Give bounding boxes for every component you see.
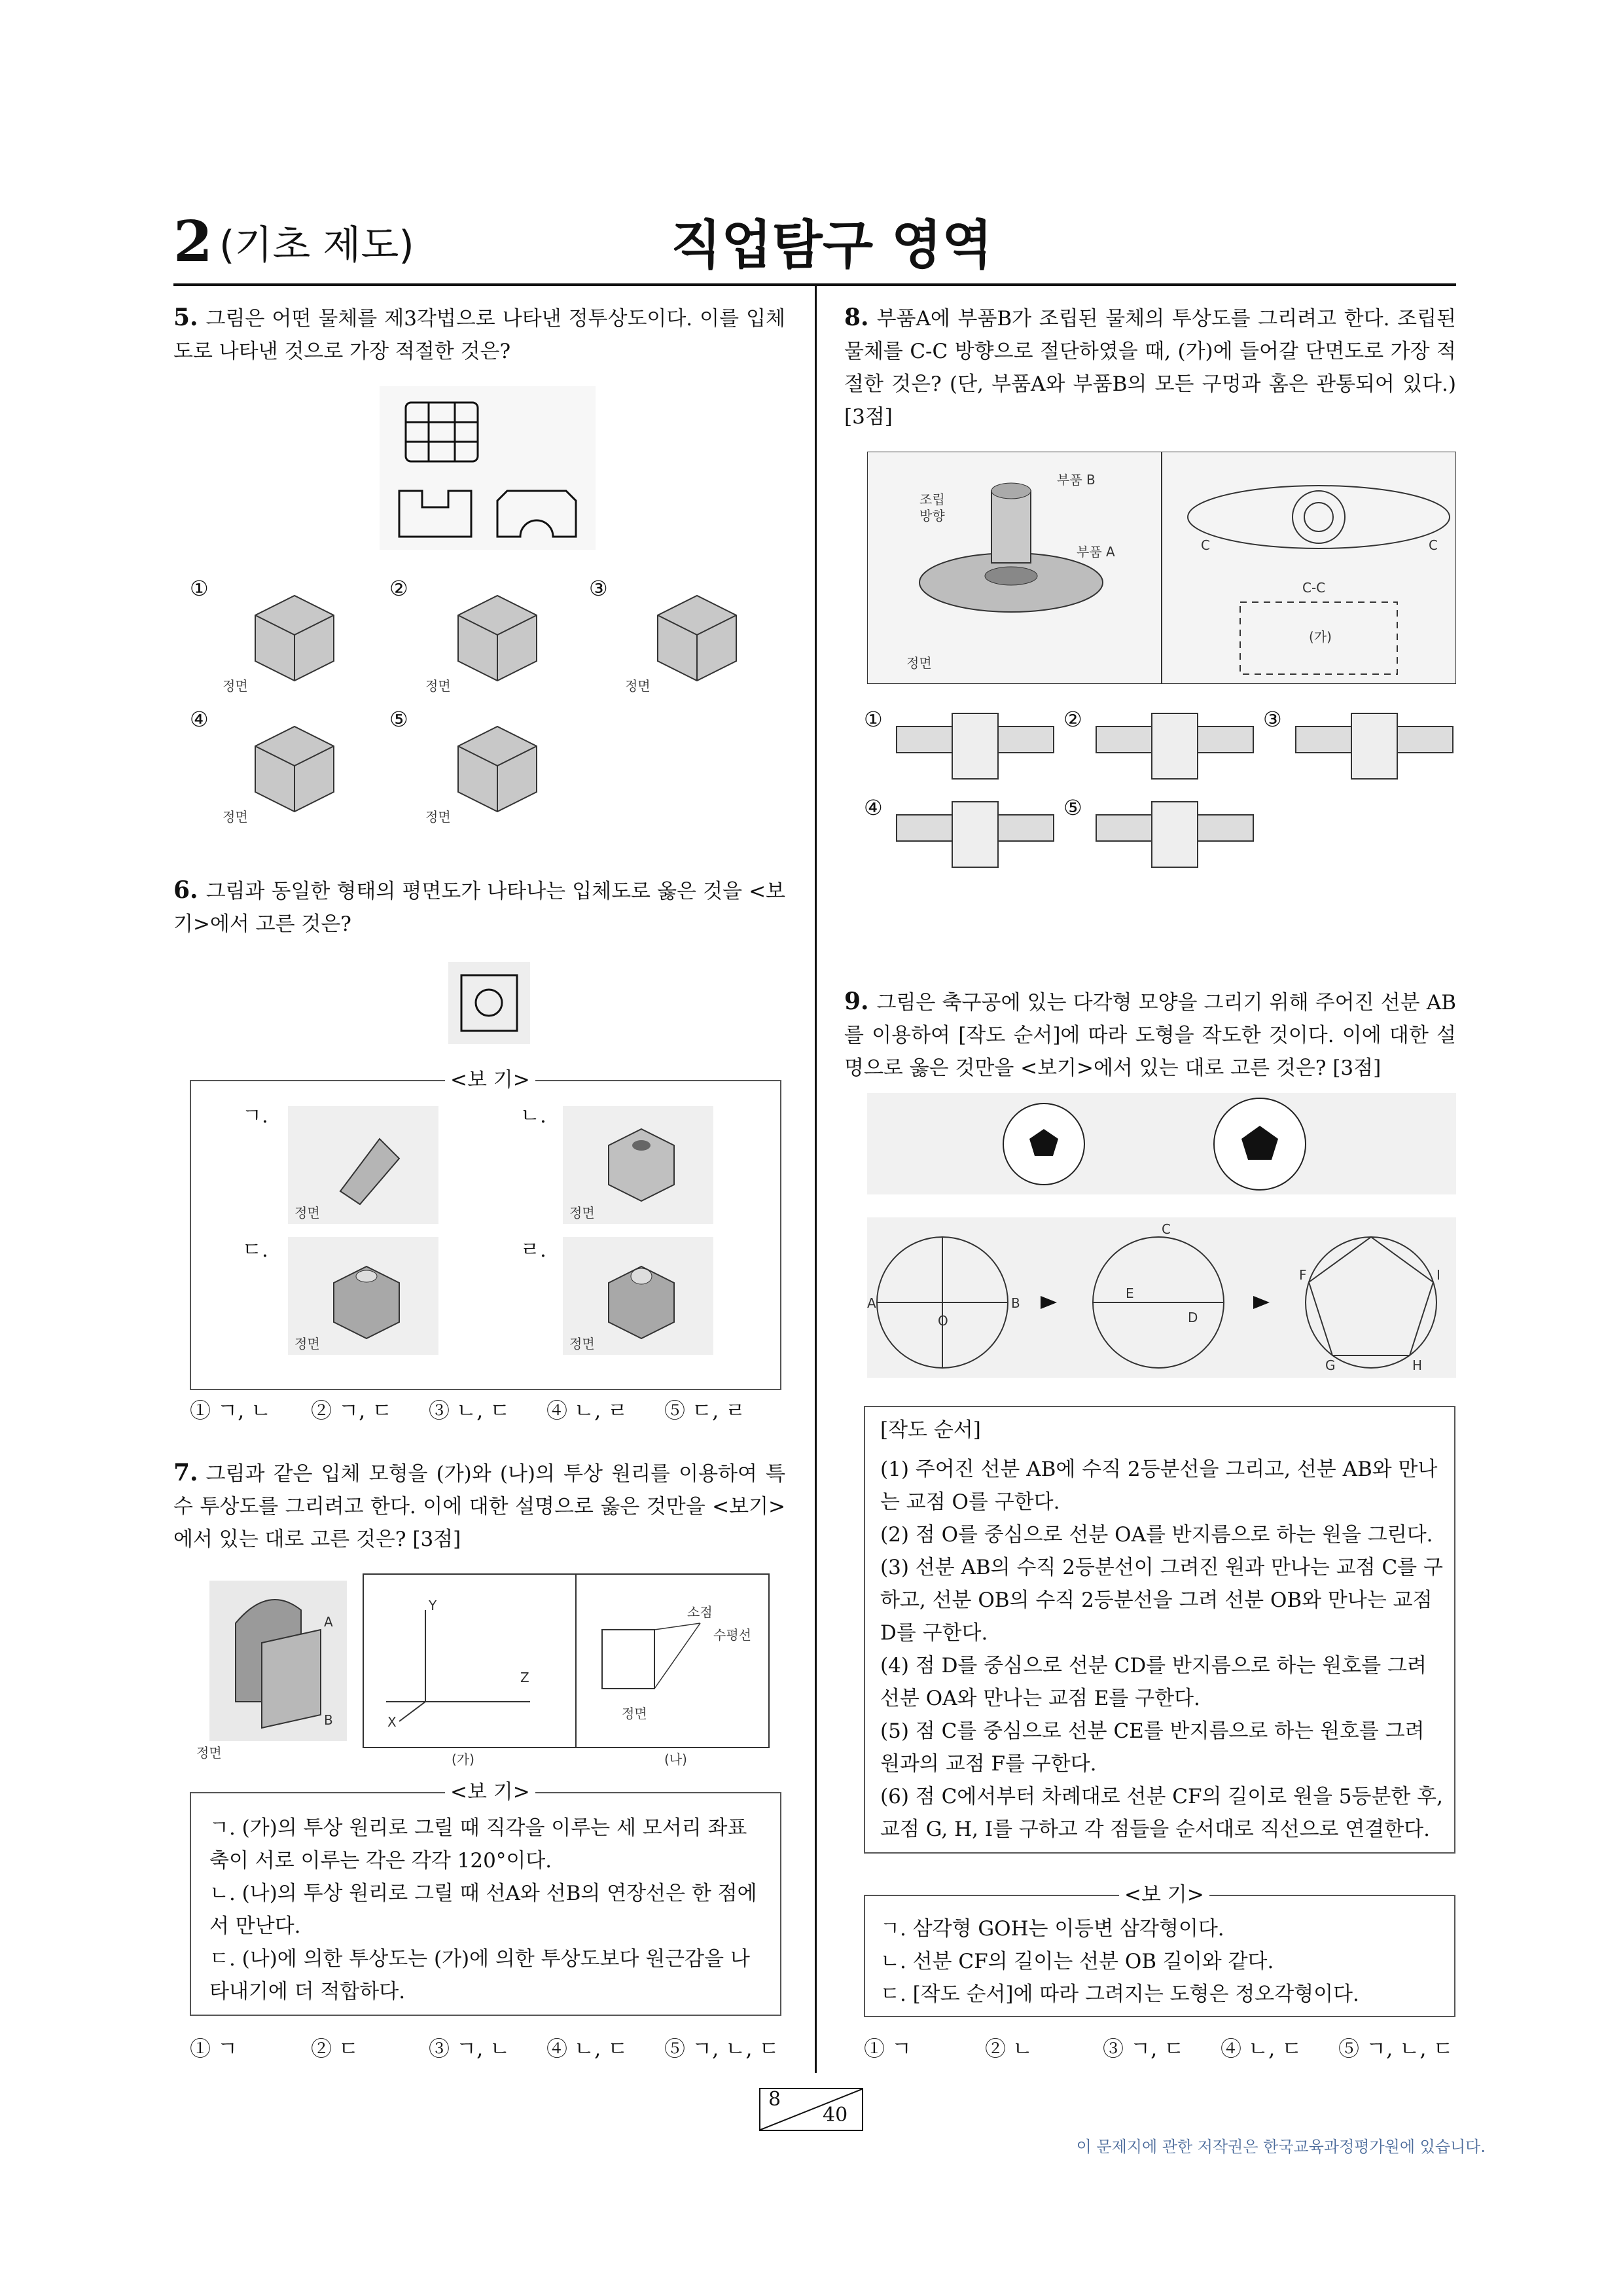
- q9-soccer-figure: [867, 1093, 1456, 1194]
- q7-label-z: Z: [520, 1670, 529, 1685]
- q6-answer-1[interactable]: ① ㄱ, ㄴ: [190, 1398, 272, 1423]
- q5-option-5[interactable]: ⑤: [389, 707, 408, 732]
- q9-label-f: F: [1299, 1267, 1307, 1283]
- q5-text: [173, 301, 785, 368]
- q8-option-4[interactable]: ④: [864, 795, 883, 820]
- q7-figure: [190, 1571, 785, 1770]
- q9-label-c: C: [1162, 1221, 1171, 1237]
- q8-label-c-right: C: [1429, 537, 1438, 553]
- q8-option-1[interactable]: ①: [864, 707, 883, 732]
- q6-front-label-d: 정면: [569, 1336, 595, 1352]
- q6-answer-2[interactable]: ② ㄱ, ㄷ: [311, 1398, 393, 1423]
- q7-answer-2[interactable]: ② ㄷ: [311, 2036, 359, 2061]
- q8-option-3[interactable]: ③: [1263, 707, 1282, 732]
- q7-answer-3[interactable]: ③ ㄱ, ㄴ: [429, 2036, 510, 2061]
- page-indicator: [759, 2088, 863, 2131]
- q9-answer-5[interactable]: ⑤ ㄱ, ㄴ, ㄷ: [1338, 2036, 1454, 2061]
- q7-label-vanish: 소점: [687, 1604, 713, 1620]
- q8-option-2-image: [1093, 710, 1257, 782]
- q9-label-d: D: [1188, 1310, 1198, 1325]
- q8-figure: [867, 452, 1456, 684]
- q6-text: [173, 874, 785, 941]
- q5-front-label-3: 정면: [625, 678, 651, 694]
- q7-item-c: ㄷ. (나)에 의한 투상도는 (가)에 의한 투상도보다 원근감을 나타내기에 더 적합하다.: [209, 1947, 750, 2003]
- q8-label-front: 정면: [906, 655, 932, 671]
- q9-stem: 그림은 축구공에 있는 다각형 모양을 그리기 위해 주어진 선분 AB를 이용하여 [작도 순서]에 따라 도형을 작도한 것이다. 이에 대한 설명으로 옳은 것만을 <보기>에서 있는 대로 고른 것은? [3점]: [844, 991, 1456, 1080]
- q5-option-4-image: [216, 707, 373, 825]
- q7-label-a: A: [324, 1614, 333, 1630]
- q7-stem: 그림과 같은 입체 모형을 (가)와 (나)의 투상 원리를 이용하여 특수 투상도를 그리려고 한다. 이에 대한 설명으로 옳은 것만을 <보기>에서 있는 대로 고른 것은? [3점]: [173, 1462, 785, 1551]
- q6-answer-5[interactable]: ⑤ ㄷ, ㄹ: [664, 1398, 746, 1423]
- q8-option-5-image: [1093, 798, 1257, 870]
- q7-label-b: B: [324, 1712, 333, 1728]
- q9-label-h: H: [1412, 1357, 1423, 1373]
- q9-item-b: ㄴ. 선분 CF의 길이는 선분 OB 길이와 같다.: [880, 1950, 1274, 1973]
- q9-item-a: ㄱ. 삼각형 GOH는 이등변 삼각형이다.: [880, 1917, 1224, 1941]
- q8-label-cc: C-C: [1302, 580, 1326, 596]
- q5-option-1-image: [216, 576, 373, 694]
- page-current: 8: [768, 2088, 781, 2111]
- q5-number: 5.: [173, 304, 198, 331]
- q5-option-2[interactable]: ②: [389, 576, 408, 601]
- q5-stem: 그림은 어떤 물체를 제3각법으로 나타낸 정투상도이다. 이를 입체도로 나타낸 것으로 가장 적절한 것은?: [173, 307, 785, 363]
- q8-option-5[interactable]: ⑤: [1063, 795, 1082, 820]
- q9-answer-2[interactable]: ② ㄴ: [985, 2036, 1033, 2061]
- q9-steps-title: [작도 순서]: [880, 1418, 981, 1442]
- q9-step-4: (4) 점 D를 중심으로 선분 CD를 반지름으로 하는 원호를 그려 선분 OA와 만나는 교점 E를 구한다.: [880, 1654, 1427, 1710]
- q5-option-1[interactable]: ①: [190, 576, 209, 601]
- q8-option-3-image: [1293, 710, 1456, 782]
- q7-bogi-title: <보 기>: [445, 1780, 535, 1804]
- q9-answer-3[interactable]: ③ ㄱ, ㄷ: [1103, 2036, 1185, 2061]
- q6-item-c: ㄷ.: [242, 1238, 268, 1262]
- q9-label-g: G: [1325, 1357, 1336, 1373]
- q6-bogi-title: <보 기>: [445, 1068, 535, 1092]
- q7-label-front: 정면: [196, 1745, 222, 1761]
- q8-text: [844, 301, 1456, 433]
- q8-label-part-b: 부품 B: [1057, 472, 1096, 488]
- q6-item-d: ㄹ.: [520, 1238, 546, 1262]
- q5-front-label-5: 정면: [425, 809, 451, 825]
- q9-answer-4[interactable]: ④ ㄴ, ㄷ: [1221, 2036, 1302, 2061]
- q6-front-label-b: 정면: [569, 1205, 595, 1221]
- q8-label-direction: 방향: [919, 508, 945, 524]
- q7-item-a: ㄱ. (가)의 투상 원리로 그릴 때 직각을 이루는 세 모서리 좌표 축이 서로 이루는 각은 각각 120°이다.: [209, 1816, 747, 1873]
- q8-label-c-left: C: [1201, 537, 1210, 553]
- q5-option-5-image: [419, 707, 576, 825]
- q6-item-a: ㄱ.: [242, 1104, 268, 1128]
- q5-front-label-4: 정면: [223, 809, 248, 825]
- q5-orthographic-figure: [380, 386, 596, 550]
- q5-front-label-1: 정면: [223, 678, 248, 694]
- q9-text: [844, 985, 1456, 1085]
- q7-answer-5[interactable]: ⑤ ㄱ, ㄴ, ㄷ: [664, 2036, 779, 2061]
- column-divider: [815, 286, 817, 2073]
- q8-option-4-image: [893, 798, 1057, 870]
- q9-label-b: B: [1011, 1295, 1020, 1311]
- q6-stem: 그림과 동일한 형태의 평면도가 나타나는 입체도로 옳은 것을 <보기>에서 고른 것은?: [173, 880, 785, 936]
- q9-construction-figure: [867, 1217, 1456, 1378]
- q9-bogi-title: <보 기>: [1119, 1883, 1209, 1907]
- q7-answer-4[interactable]: ④ ㄴ, ㄷ: [546, 2036, 628, 2061]
- q6-number: 6.: [173, 876, 198, 904]
- q8-label-assembly: 조립: [919, 492, 945, 507]
- page-number: 2: [173, 209, 213, 275]
- q9-answer-1[interactable]: ① ㄱ: [864, 2036, 912, 2061]
- q9-step-3: (3) 선분 AB의 수직 2등분선이 그려진 원과 만나는 교점 C를 구하고, 선분 OB의 수직 2등분선을 그려 선분 OB와 만나는 교점 D를 구한다.: [880, 1556, 1443, 1645]
- q9-label-i: I: [1436, 1267, 1440, 1283]
- header: [173, 206, 1456, 285]
- q7-answer-1[interactable]: ① ㄱ: [190, 2036, 238, 2061]
- q5-front-label-2: 정면: [425, 678, 451, 694]
- q9-step-5: (5) 점 C를 중심으로 선분 CE를 반지름으로 하는 원호를 그려 원과의 교점 F를 구한다.: [880, 1719, 1425, 1776]
- q6-item-b: ㄴ.: [520, 1104, 546, 1128]
- q7-text: [173, 1456, 785, 1556]
- q9-step-2: (2) 점 O를 중심으로 선분 OA를 반지름으로 하는 원을 그린다.: [880, 1523, 1433, 1547]
- q7-label-ga: (가): [452, 1751, 474, 1767]
- q9-number: 9.: [844, 988, 869, 1015]
- q6-front-label-a: 정면: [294, 1205, 320, 1221]
- q6-plan-figure: [448, 962, 530, 1044]
- q6-item-d-image: [563, 1237, 713, 1355]
- subject-sub: (기초 제도): [219, 223, 414, 268]
- q6-item-b-image: [563, 1106, 713, 1224]
- q9-label-a: A: [867, 1295, 876, 1311]
- page-total: 40: [823, 2104, 848, 2126]
- q8-option-2[interactable]: ②: [1063, 707, 1082, 732]
- q7-label-x: X: [387, 1714, 397, 1730]
- q9-step-6: (6) 점 C에서부터 차례대로 선분 CF의 길이로 원을 5등분한 후, 교점 G, H, I를 구하고 각 점들을 순서대로 직선으로 연결한다.: [880, 1785, 1443, 1841]
- q9-item-c: ㄷ. [작도 순서]에 따라 그려지는 도형은 정오각형이다.: [880, 1982, 1359, 2006]
- q9-label-e: E: [1126, 1285, 1134, 1301]
- q7-number: 7.: [173, 1459, 198, 1486]
- q7-label-na: (나): [664, 1751, 687, 1767]
- q7-label-front-2: 정면: [622, 1706, 647, 1721]
- q8-stem: 부품A에 부품B가 조립된 물체의 투상도를 그리려고 한다. 조립된 물체를 C-C 방향으로 절단하였을 때, (가)에 들어갈 단면도로 가장 적절한 것은? (단, 부품A와 부품B의 모든 구멍과 홈은 관통되어 있다.) [3점]: [844, 307, 1456, 429]
- q8-number: 8.: [844, 304, 869, 331]
- q6-item-a-image: [288, 1106, 438, 1224]
- q6-answer-4[interactable]: ④ ㄴ, ㄹ: [546, 1398, 628, 1423]
- q5-option-4[interactable]: ④: [190, 707, 209, 732]
- section-title: 직업탐구 영역: [671, 215, 993, 276]
- q9-step-1: (1) 주어진 선분 AB에 수직 2등분선을 그리고, 선분 AB와 만나는 교점 O를 구한다.: [880, 1458, 1438, 1514]
- q8-label-part-a: 부품 A: [1077, 544, 1115, 560]
- q7-item-b: ㄴ. (나)의 투상 원리로 그릴 때 선A와 선B의 연장선은 한 점에서 만난다.: [209, 1882, 757, 1938]
- q6-item-c-image: [288, 1237, 438, 1355]
- q7-label-y: Y: [429, 1598, 437, 1613]
- q5-option-3-image: [618, 576, 776, 694]
- q5-option-3[interactable]: ③: [589, 576, 608, 601]
- q5-option-2-image: [419, 576, 576, 694]
- copyright-notice: 이 문제지에 관한 저작권은 한국교육과정평가원에 있습니다.: [1076, 2138, 1486, 2156]
- q7-label-horizon: 수평선: [713, 1627, 751, 1643]
- q8-option-1-image: [893, 710, 1057, 782]
- q8-label-ga: (가): [1309, 629, 1332, 645]
- q6-front-label-c: 정면: [294, 1336, 320, 1352]
- q9-label-o: O: [938, 1313, 948, 1329]
- q6-answer-3[interactable]: ③ ㄴ, ㄷ: [429, 1398, 510, 1423]
